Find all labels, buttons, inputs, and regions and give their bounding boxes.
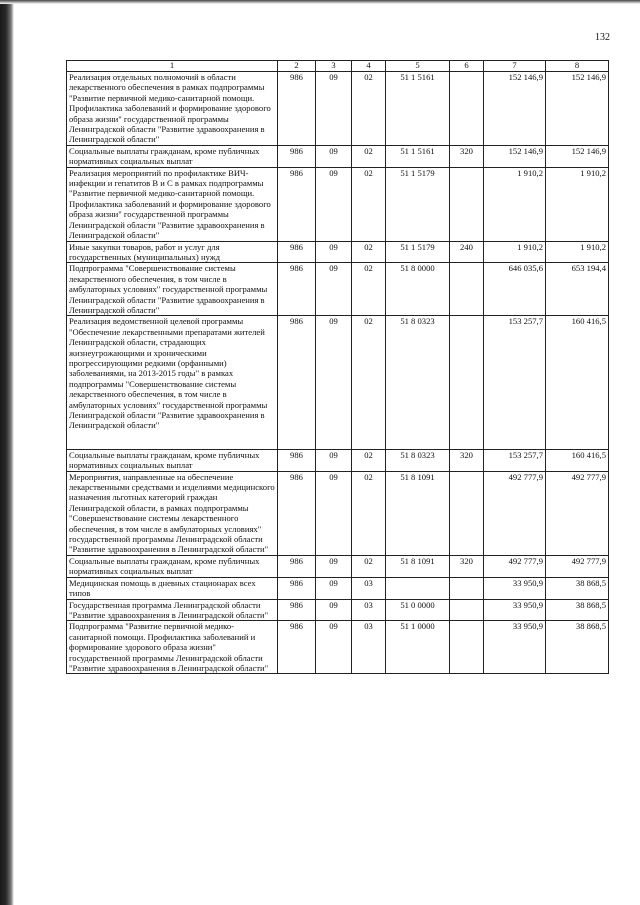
row-subsection: 02 (352, 72, 386, 146)
page-number: 132 (595, 32, 610, 43)
row-amount-1: 152 146,9 (484, 145, 546, 167)
table-row (67, 241, 609, 263)
table-row (67, 316, 609, 449)
row-ministry: 986 (278, 555, 316, 577)
header-col-8: 8 (546, 61, 609, 72)
row-subsection: 02 (352, 167, 386, 241)
row-expense-type (450, 621, 484, 674)
row-section: 09 (316, 241, 352, 263)
row-expense-type (450, 263, 484, 316)
table-header-row (67, 61, 609, 72)
row-amount-2: 1 910,2 (546, 167, 609, 241)
row-name: Медицинская помощь в дневных стационарах всех типов (67, 577, 278, 599)
row-target-article: 51 8 1091 (386, 471, 450, 555)
row-section: 09 (316, 167, 352, 241)
row-name: Подпрограмма "Развитие первичной медико-санитарной помощи. Профилактика заболеваний и формирование здорового образа жизни" государственной программы Ленинградской области "Развитие здравоохранения в Ленинградской области" (67, 621, 278, 674)
row-subsection: 03 (352, 599, 386, 621)
row-amount-1: 1 910,2 (484, 241, 546, 263)
row-name: Государственная программа Ленинградской области "Развитие здравоохранения в Ленинградской области" (67, 599, 278, 621)
row-target-article: 51 1 5161 (386, 145, 450, 167)
table-row (67, 471, 609, 555)
row-name: Реализация ведомственной целевой программы "Обеспечение лекарственными препаратами жителей Ленинградской области, страдающих жизнеугрожающими и хроническими прогрессирующими редкими (орфанными) заболеваниями, на 2013-2015 годы" в рамках подпрограммы "Совершенствование системы лекарственного обеспечения, в том числе в амбулаторных условиях" государственной программы Ленинградской области "Развитие здравоохранения в Ленинградской области" (67, 316, 278, 449)
row-expense-type (450, 599, 484, 621)
row-subsection: 02 (352, 263, 386, 316)
table-row (67, 263, 609, 316)
row-amount-1: 152 146,9 (484, 72, 546, 146)
row-target-article: 51 8 0323 (386, 316, 450, 449)
row-subsection: 02 (352, 145, 386, 167)
row-amount-2: 492 777,9 (546, 555, 609, 577)
row-subsection: 02 (352, 241, 386, 263)
row-amount-2: 38 868,5 (546, 599, 609, 621)
row-amount-1: 1 910,2 (484, 167, 546, 241)
row-amount-2: 38 868,5 (546, 621, 609, 674)
row-target-article: 51 1 5179 (386, 167, 450, 241)
row-amount-2: 160 416,5 (546, 449, 609, 471)
row-amount-1: 33 950,9 (484, 599, 546, 621)
row-expense-type (450, 72, 484, 146)
row-amount-2: 38 868,5 (546, 577, 609, 599)
row-ministry: 986 (278, 145, 316, 167)
row-amount-2: 152 146,9 (546, 145, 609, 167)
row-name: Социальные выплаты гражданам, кроме публичных нормативных социальных выплат (67, 555, 278, 577)
row-expense-type: 320 (450, 555, 484, 577)
row-target-article: 51 1 5161 (386, 72, 450, 146)
row-ministry: 986 (278, 471, 316, 555)
row-target-article: 51 0 0000 (386, 599, 450, 621)
row-ministry: 986 (278, 316, 316, 449)
row-subsection: 02 (352, 449, 386, 471)
row-name: Социальные выплаты гражданам, кроме публичных нормативных социальных выплат (67, 449, 278, 471)
table-row (67, 145, 609, 167)
row-target-article: 51 8 0323 (386, 449, 450, 471)
row-name: Реализация отдельных полномочий в области лекарственного обеспечения в рамках подпрограммы "Развитие первичной медико-санитарной помощи. Профилактика заболеваний и формирование здорового образа жизни" государственной программы Ленинградской области "Развитие здравоохранения в Ленинградской области" (67, 72, 278, 146)
header-col-5: 5 (386, 61, 450, 72)
table-row (67, 167, 609, 241)
row-section: 09 (316, 577, 352, 599)
row-section: 09 (316, 449, 352, 471)
scan-top-edge (0, 0, 640, 4)
row-amount-1: 492 777,9 (484, 471, 546, 555)
row-name: Подпрограмма "Совершенствование системы лекарственного обеспечения, в том числе в амбулаторных условиях" государственной программы Ленинградской области "Развитие здравоохранения в Ленинградской области" (67, 263, 278, 316)
header-col-2: 2 (278, 61, 316, 72)
header-col-6: 6 (450, 61, 484, 72)
row-ministry: 986 (278, 72, 316, 146)
row-subsection: 02 (352, 555, 386, 577)
row-amount-2: 152 146,9 (546, 72, 609, 146)
row-section: 09 (316, 621, 352, 674)
row-name: Иные закупки товаров, работ и услуг для государственных (муниципальных) нужд (67, 241, 278, 263)
row-target-article: 51 1 0000 (386, 621, 450, 674)
budget-table (66, 60, 609, 674)
row-expense-type (450, 471, 484, 555)
row-section: 09 (316, 471, 352, 555)
row-amount-1: 492 777,9 (484, 555, 546, 577)
row-amount-1: 153 257,7 (484, 316, 546, 449)
row-name: Мероприятия, направленные на обеспечение лекарственными средствами и изделиями медицинского назначения льготных категорий граждан Ленинградской области, в рамках подпрограммы "Совершенствование системы лекарственного обеспечения, в том числе в амбулаторных условиях" государственной программы Ленинградской области "Развитие здравоохранения в Ленинградской области" (67, 471, 278, 555)
table-row (67, 449, 609, 471)
row-amount-1: 33 950,9 (484, 621, 546, 674)
row-expense-type: 320 (450, 145, 484, 167)
row-section: 09 (316, 263, 352, 316)
row-expense-type (450, 316, 484, 449)
row-target-article (386, 577, 450, 599)
row-ministry: 986 (278, 599, 316, 621)
row-expense-type: 240 (450, 241, 484, 263)
row-target-article: 51 1 5179 (386, 241, 450, 263)
row-expense-type: 320 (450, 449, 484, 471)
header-col-4: 4 (352, 61, 386, 72)
row-expense-type (450, 577, 484, 599)
table-row (67, 555, 609, 577)
row-section: 09 (316, 72, 352, 146)
row-section: 09 (316, 555, 352, 577)
row-ministry: 986 (278, 263, 316, 316)
row-amount-2: 653 194,4 (546, 263, 609, 316)
row-amount-2: 1 910,2 (546, 241, 609, 263)
table-row (67, 577, 609, 599)
row-expense-type (450, 167, 484, 241)
row-amount-2: 160 416,5 (546, 316, 609, 449)
header-col-3: 3 (316, 61, 352, 72)
row-section: 09 (316, 145, 352, 167)
row-ministry: 986 (278, 577, 316, 599)
header-col-7: 7 (484, 61, 546, 72)
row-section: 09 (316, 599, 352, 621)
table-row (67, 621, 609, 674)
row-ministry: 986 (278, 167, 316, 241)
scan-left-edge (0, 0, 14, 905)
row-amount-1: 153 257,7 (484, 449, 546, 471)
table-row (67, 72, 609, 146)
header-col-1: 1 (67, 61, 278, 72)
row-ministry: 986 (278, 449, 316, 471)
row-subsection: 03 (352, 577, 386, 599)
row-ministry: 986 (278, 621, 316, 674)
row-name: Реализация мероприятий по профилактике ВИЧ-инфекции и гепатитов В и С в рамках подпрограммы "Развитие первичной медико-санитарной помощи. Профилактика заболеваний и формирование здорового образа жизни" государственной программы Ленинградской области "Развитие здравоохранения в Ленинградской области" (67, 167, 278, 241)
row-amount-1: 646 035,6 (484, 263, 546, 316)
row-section: 09 (316, 316, 352, 449)
row-target-article: 51 8 1091 (386, 555, 450, 577)
row-subsection: 03 (352, 621, 386, 674)
row-amount-2: 492 777,9 (546, 471, 609, 555)
row-subsection: 02 (352, 316, 386, 449)
table-row (67, 599, 609, 621)
row-target-article: 51 8 0000 (386, 263, 450, 316)
row-ministry: 986 (278, 241, 316, 263)
row-amount-1: 33 950,9 (484, 577, 546, 599)
row-name: Социальные выплаты гражданам, кроме публичных нормативных социальных выплат (67, 145, 278, 167)
row-subsection: 02 (352, 471, 386, 555)
